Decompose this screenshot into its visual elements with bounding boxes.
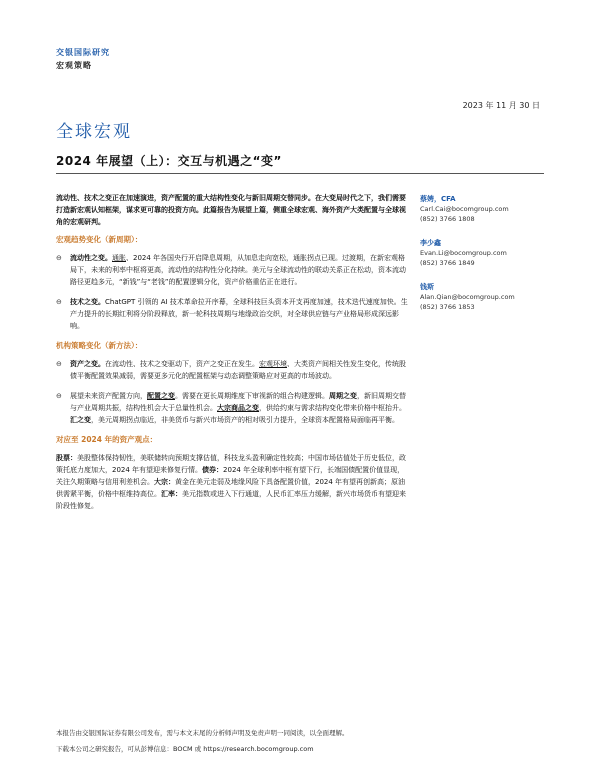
circle-minus-icon: ⊖ — [56, 392, 62, 400]
analyst-card — [420, 194, 550, 224]
analyst-phone: (852) 3766 1853 — [420, 303, 475, 311]
brand-name: 交银国际研究 — [56, 48, 110, 57]
views-paragraph — [56, 452, 408, 512]
item-keyword: 技术之变。 — [70, 298, 105, 306]
item-text: ，新旧周期交替与产业周期共振，结构性机会大于总量性机会。 — [70, 392, 406, 412]
analyst-card — [420, 282, 550, 312]
view-text-fx: 美元指数或进入下行通道，人民币汇率压力缓解，新兴市场货币有望迎来阶段性修复。 — [56, 490, 406, 510]
footer-download-info[interactable]: 下载本公司之研究报告，可从彭博信息：BOCM 或 https://research.bocomgroup.com — [56, 745, 314, 753]
item-keyword: 资产之变。 — [70, 360, 105, 368]
analyst-email[interactable]: Carl.Cai@bocomgroup.com — [420, 205, 509, 213]
report-subtitle: 2024 年展望（上）：交互与机遇之“变” — [56, 154, 282, 168]
main-content — [56, 192, 408, 518]
analyst-phone: (852) 3766 1808 — [420, 215, 475, 223]
section-heading-views: 对应至 2024 年的资产观点： — [56, 435, 158, 444]
item-text: 、2024 年各国央行开启降息周期，从加息走向宽松，通胀拐点已现。过渡期，在新宏观格局下，未来的利率中枢将更高，流动性的结构性分化持续。美元与全球流动性的联动关系正在松动，资本流动路径更趋多元，“新钱”与“老钱”的配置逻辑分化，资产价格重估正在进行。 — [70, 254, 406, 286]
circle-minus-icon: ⊖ — [56, 298, 62, 306]
item-keyword: 流动性之变。 — [70, 254, 112, 262]
item-text: 在流动性、技术之变驱动下，资产之变正在发生。 — [105, 360, 259, 368]
item-keyword: 大宗商品之变 — [217, 404, 259, 412]
analyst-name: 钱斯 — [420, 283, 434, 291]
item-keyword: 周期之变 — [329, 392, 357, 400]
analyst-email[interactable]: Alan.Qian@bocomgroup.com — [420, 293, 515, 301]
analyst-sidebar — [420, 194, 550, 326]
item-text: ，美元周期拐点临近，非美货币与新兴市场资产的相对吸引力提升，全球资本配置格局面临再平衡。 — [91, 416, 399, 424]
item-text: ChatGPT 引领的 AI 技术革命拉开序幕，全球科技巨头资本开支再度加速，技术迭代速度加快。生产力提升的长期红利将分阶段释放，新一轮科技周期与地缘政治交织，对全球供应链与产业格局形成深远影响。 — [70, 298, 408, 330]
analyst-email[interactable]: Evan.Li@bocomgroup.com — [420, 249, 507, 257]
view-text-bonds: 2024 年全球利率中枢有望下行，长端国债配置价值显现，关注久期策略与信用利差机会。 — [56, 466, 405, 486]
item-underline: 宏观环境 — [259, 360, 287, 368]
view-text-commodities: 黄金在美元走弱及地缘风险下具备配置价值，2024 年有望再创新高；原油供需紧平衡，价格中枢维持高位。 — [56, 478, 406, 498]
analyst-name: 蔡娉，CFA — [420, 195, 456, 203]
section-heading-trends: 宏观趋势变化（新周期）： — [56, 235, 143, 244]
view-label-fx: 汇率： — [161, 490, 182, 498]
item-text: 。需要在更长周期维度下审视新的组合构建逻辑。 — [175, 392, 329, 400]
footer-disclaimer: 本报告由交银国际证券有限公司发布，需与本文末尾的分析师声明及免责声明一同阅读，以全面理解。 — [56, 729, 349, 737]
intro-paragraph: 流动性、技术之变正在加速演进，资产配置的重大结构性变化与新旧周期交替同步。在大变局时代之下，我们需要打造新宏观认知框架，谋求更可靠的投资方向。此篇报告为展望上篇，侧重全球宏观、海外资产大类配置与全球视角的宏观研判。 — [56, 194, 406, 226]
title-divider — [56, 173, 544, 174]
list-item — [56, 296, 408, 332]
list-item — [56, 358, 408, 382]
report-category: 宏观策略 — [56, 61, 92, 70]
report-date: 2023 年 11 月 30 日 — [462, 101, 540, 110]
list-item — [56, 390, 408, 426]
item-text: 、大类资产间相关性发生变化，传统股债平衡配置效果减弱，需要更多元化的配置框架与动态调整策略应对更高的市场波动。 — [70, 360, 406, 380]
page-title: 全球宏观 — [56, 122, 132, 142]
circle-minus-icon: ⊖ — [56, 360, 62, 368]
item-keyword: 汇之变 — [70, 416, 91, 424]
analyst-card — [420, 238, 550, 268]
view-label-bonds: 债券： — [202, 466, 224, 474]
view-label-equity: 股票： — [56, 454, 77, 462]
item-underline: 通胀 — [112, 254, 126, 262]
view-text-equity: 美股整体保持韧性，美联储转向预期支撑估值，科技龙头盈利确定性较高；中国市场估值处于历史低位，政策托底力度加大，2024 年有望迎来修复行情。 — [56, 454, 406, 474]
list-item — [56, 252, 408, 288]
analyst-name: 李少鑫 — [420, 239, 441, 247]
section-heading-strategy: 机构策略变化（新方法）： — [56, 341, 143, 350]
item-text: ，供给约束与需求结构变化带来价格中枢抬升。 — [259, 404, 406, 412]
item-keyword: 配置之变 — [147, 392, 175, 400]
item-text: 展望未来资产配置方向， — [70, 392, 147, 400]
circle-minus-icon: ⊖ — [56, 254, 62, 262]
view-label-commodities: 大宗： — [154, 478, 175, 486]
analyst-phone: (852) 3766 1849 — [420, 259, 475, 267]
